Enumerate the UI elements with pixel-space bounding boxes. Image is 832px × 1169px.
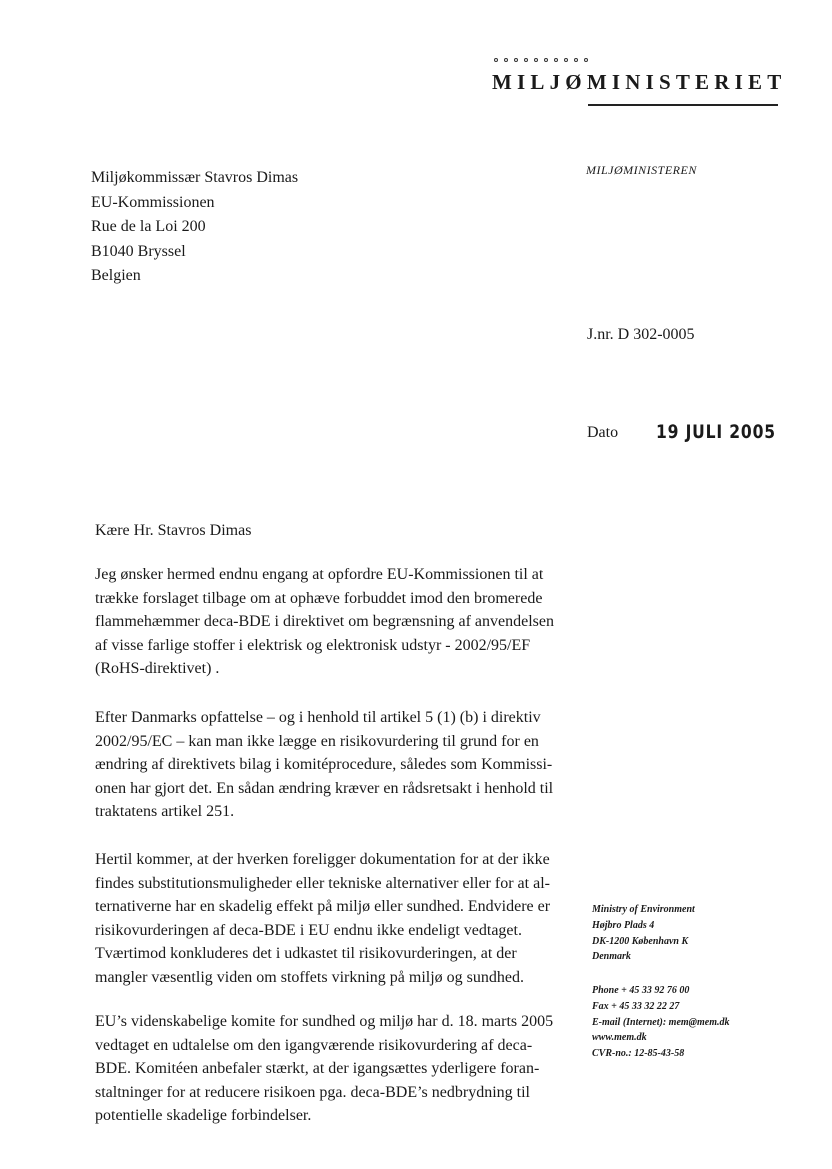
email-line: E-mail (Internet): mem@mem.dk xyxy=(592,1016,730,1028)
date-label: Dato xyxy=(587,424,619,441)
contact-line: DK-1200 København K xyxy=(592,935,689,947)
paragraph-line: findes substitutionsmuligheder eller tekniske alternativer eller for at al- xyxy=(95,874,550,892)
paragraph-line: Efter Danmarks opfattelse – og i henhold til artikel 5 (1) (b) i direktiv xyxy=(95,709,541,726)
paragraph-line: 2002/95/EC – kan man ikke lægge en risikovurdering til grund for en xyxy=(95,732,539,750)
recipient-line: EU-Kommissionen xyxy=(91,193,215,211)
ministry-address-block xyxy=(592,902,695,965)
body-paragraph-1 xyxy=(95,563,554,681)
recipient-line: B1040 Bryssel xyxy=(91,242,186,260)
body-paragraph-2 xyxy=(95,706,553,824)
paragraph-line: af visse farlige stoffer i elektrisk og elektronisk udstyr - 2002/95/EF xyxy=(95,636,531,654)
paragraph-line: Hertil kommer, at der hverken foreligger dokumentation for at der ikke xyxy=(95,851,550,868)
paragraph-line: Tværtimod konkluderes det i udkastet til risikovurderingen, at der xyxy=(95,945,517,963)
paragraph-line: vedtaget en udtalelse om den igangværende risikovurdering af deca- xyxy=(95,1036,533,1054)
body-paragraph-3 xyxy=(95,848,550,990)
paragraph-line: traktatens artikel 251. xyxy=(95,803,235,821)
fax-line: Fax + 45 33 32 22 27 xyxy=(592,1000,680,1012)
website-line: www.mem.dk xyxy=(592,1032,647,1044)
paragraph-line: mangler væsentlig viden om stoffets virkning på miljø og sundhed. xyxy=(95,968,524,986)
paragraph-line: risikovurderingen af deca-BDE i EU endnu ikke endeligt vedtaget. xyxy=(95,921,522,939)
ministry-contact-details xyxy=(592,983,729,1062)
logo-dots xyxy=(494,58,588,62)
paragraph-line: (RoHS-direktivet) . xyxy=(95,660,220,678)
paragraph-line: trække forslaget tilbage om at ophæve forbuddet imod den bromerede xyxy=(95,589,543,607)
paragraph-line: BDE. Komitéen anbefaler stærkt, at der igangsættes yderligere foran- xyxy=(95,1060,540,1078)
body-paragraph-4 xyxy=(95,1010,553,1128)
paragraph-line: potentielle skadelige forbindelser. xyxy=(95,1107,312,1125)
ministry-logo-text: MILJØMINISTERIET xyxy=(492,70,787,94)
salutation: Kære Hr. Stavros Dimas xyxy=(95,522,252,539)
recipient-line: Miljøkommissær Stavros Dimas xyxy=(91,169,299,186)
paragraph-line: ternativerne har en skadelig effekt på miljø eller sundhed. Endvidere er xyxy=(95,898,551,916)
office-label: MILJØMINISTEREN xyxy=(586,163,697,177)
contact-line: Højbro Plads 4 xyxy=(592,919,655,931)
logo-underline xyxy=(588,104,778,106)
contact-line: Denmark xyxy=(592,951,631,963)
journal-number: J.nr. D 302-0005 xyxy=(587,326,695,343)
paragraph-line: flammehæmmer deca-BDE i direktivet om begrænsning af anvendelsen xyxy=(95,613,554,631)
paragraph-line: onen har gjort det. En sådan ændring kræver en rådsretsakt i henhold til xyxy=(95,779,554,797)
recipient-line: Rue de la Loi 200 xyxy=(91,218,206,236)
contact-line: Ministry of Environment xyxy=(592,904,695,915)
paragraph-line: staltninger for at reducere risikoen pga. deca-BDE’s nedbrydning til xyxy=(95,1083,530,1101)
paragraph-line: ændring af direktivets bilag i komitéprocedure, således som Kommissi- xyxy=(95,756,553,774)
date-stamp: 19 JULI 2005 xyxy=(656,421,776,443)
recipient-line: Belgien xyxy=(91,267,141,285)
paragraph-line: Jeg ønsker hermed endnu engang at opfordre EU-Kommissionen til at xyxy=(95,566,544,583)
phone-line: Phone + 45 33 92 76 00 xyxy=(592,985,690,996)
paragraph-line: EU’s videnskabelige komite for sundhed og miljø har d. 18. marts 2005 xyxy=(95,1013,554,1030)
cvr-line: CVR-no.: 12-85-43-58 xyxy=(592,1048,685,1060)
recipient-address xyxy=(91,166,298,289)
